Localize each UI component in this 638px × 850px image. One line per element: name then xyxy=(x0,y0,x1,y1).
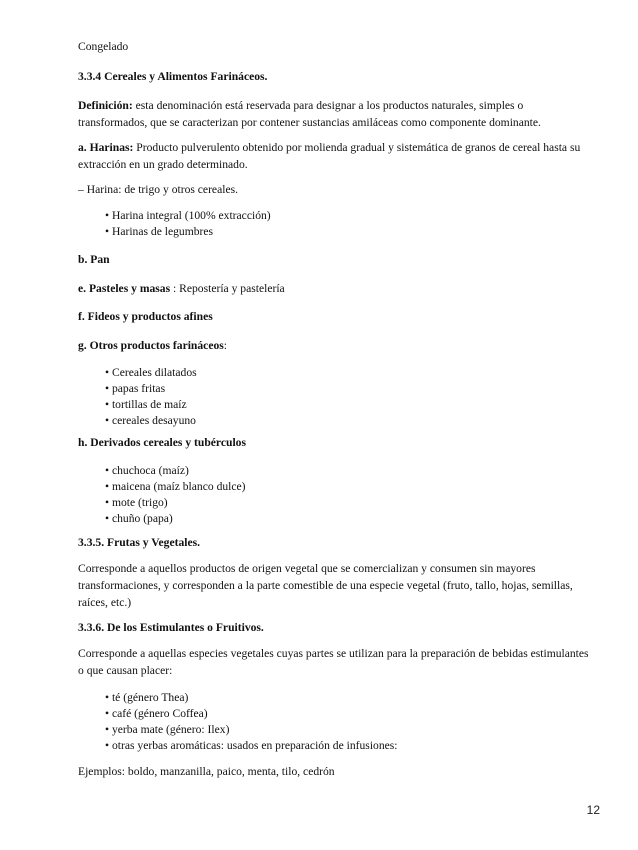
paragraph-line: transformaciones, y corresponden a la parte comestible de una especie vegetal (fruto, tallo, hojas, semillas, xyxy=(78,579,573,592)
definition-label: Definición: xyxy=(78,99,133,112)
harinas-line-1 xyxy=(78,139,613,156)
subheading-pan: b. Pan xyxy=(78,253,110,266)
list-item: • yerba mate (género: Ilex) xyxy=(105,723,230,736)
pasteles-line xyxy=(78,280,613,297)
harinas-label: a. Harinas: xyxy=(78,141,134,154)
paragraph-line: Corresponde a aquellos productos de origen vegetal que se comercializan y consumen sin mayores xyxy=(78,562,536,575)
pasteles-text: : Repostería y pastelería xyxy=(170,282,285,295)
list-item: • chuchoca (maíz) xyxy=(105,464,189,477)
top-text: Congelado xyxy=(78,40,129,53)
section-heading-3-3-5: 3.3.5. Frutas y Vegetales. xyxy=(78,536,201,549)
list-item: • mote (trigo) xyxy=(105,496,168,509)
harina-note: – Harina: de trigo y otros cereales. xyxy=(78,183,238,196)
list-item: • tortillas de maíz xyxy=(105,398,187,411)
examples-line: Ejemplos: boldo, manzanilla, paico, menta, tilo, cedrón xyxy=(78,765,335,778)
paragraph-line: raíces, etc.) xyxy=(78,596,132,609)
otros-colon: : xyxy=(223,339,228,352)
list-item: • café (género Coffea) xyxy=(105,707,208,720)
list-item: • otras yerbas aromáticas: usados en preparación de infusiones: xyxy=(105,739,398,752)
list-item: • Harina integral (100% extracción) xyxy=(105,209,271,222)
list-item: • Cereales dilatados xyxy=(105,366,197,379)
list-item: • cereales desayuno xyxy=(105,414,196,427)
subheading-fideos: f. Fideos y productos afines xyxy=(78,310,213,323)
list-item: • papas fritas xyxy=(105,382,166,395)
section-heading-3-3-6: 3.3.6. De los Estimulantes o Fruitivos. xyxy=(78,621,264,634)
definition-line-2: transformados, que se caracterizan por contener sustancias amiláceas como componente dominante. xyxy=(78,116,541,129)
definition-line-1 xyxy=(78,97,613,114)
page-number: 12 xyxy=(586,803,600,817)
pasteles-label: e. Pasteles y masas xyxy=(78,282,171,295)
list-item: • Harinas de legumbres xyxy=(105,225,214,238)
paragraph-line: Corresponde a aquellas especies vegetales cuyas partes se utilizan para la preparación de bebidas estimulantes xyxy=(78,647,589,660)
list-item: • maicena (maíz blanco dulce) xyxy=(105,480,246,493)
otros-line xyxy=(78,337,613,354)
harinas-text-1: Producto pulverulento obtenido por molienda gradual y sistemática de granos de cereal hasta su xyxy=(133,141,581,154)
section-heading-3-3-4: 3.3.4 Cereales y Alimentos Farináceos. xyxy=(78,70,268,83)
definition-text-1: esta denominación está reservada para designar a los productos naturales, simples o xyxy=(132,99,524,112)
otros-label: g. Otros productos farináceos xyxy=(78,339,224,352)
subheading-derivados: h. Derivados cereales y tubérculos xyxy=(78,436,246,449)
list-item: • chuño (papa) xyxy=(105,512,173,525)
harinas-line-2: extracción en un grado determinado. xyxy=(78,158,248,171)
list-item: • té (género Thea) xyxy=(105,691,189,704)
paragraph-line: o que causan placer: xyxy=(78,664,173,677)
